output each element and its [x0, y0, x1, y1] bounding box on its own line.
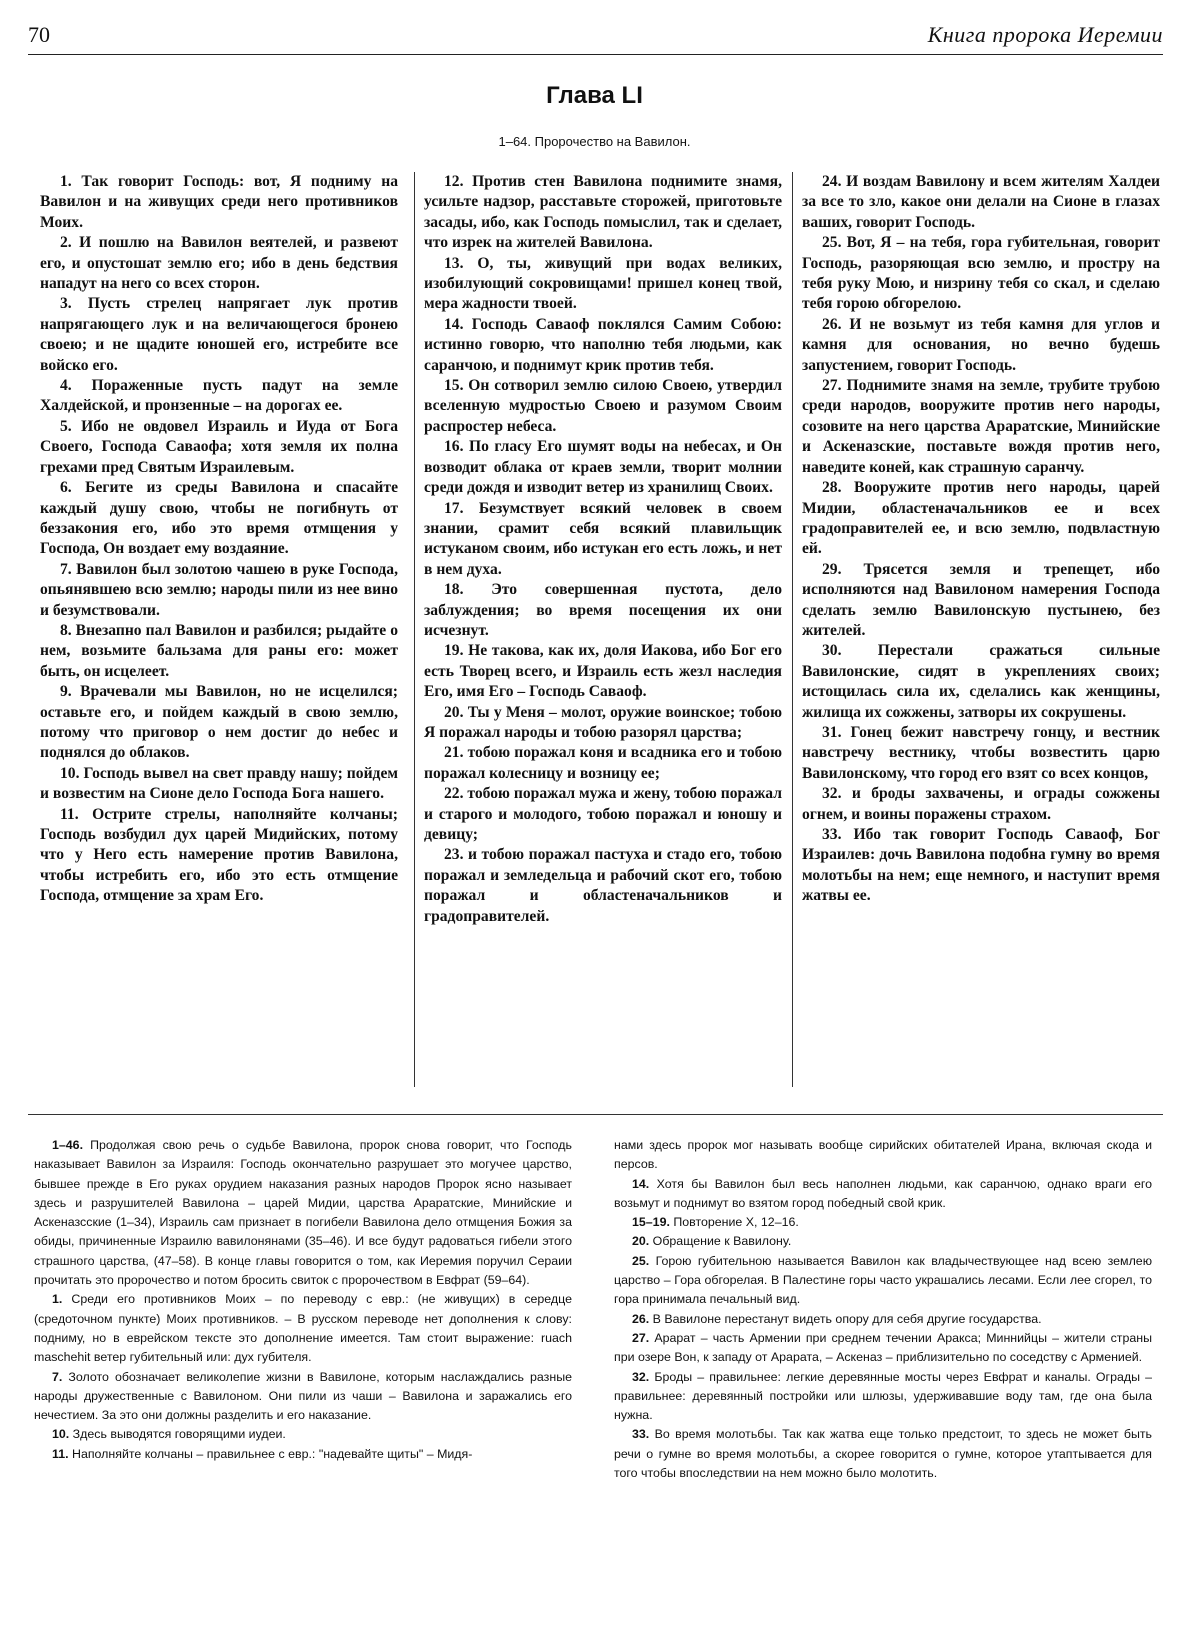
verse: 1. Так говорит Господь: вот, Я подниму на Вавилон и на живущих среди него противников Моих. — [40, 173, 398, 231]
note-text: Во время молотьбы. Так как жатва еще только предстоит, то здесь не может быть речи о гумне во время молотьбы, а скорее говорится о гумне, которое утаптывается для того чтобы впоследствии на нем можно было молотить. — [614, 1427, 1152, 1481]
note-reference: 32. — [632, 1369, 650, 1384]
note-text: Арарат – часть Армении при среднем течении Аракса; Миннийцы – жители страны при озере Вон, к западу от Арарата, – Аскеназ – приблизительно по соседству с Арменией. — [614, 1330, 1152, 1365]
note-reference: 20. — [632, 1234, 650, 1249]
note-reference: 1–46. — [52, 1138, 84, 1152]
verse: 31. Гонец бежит навстречу гонцу, и вестник навстречу вестнику, чтобы возвестить царю Вавилонскому, что город его взят со всех концов, — [802, 723, 1160, 782]
note-reference: 11. — [52, 1446, 69, 1461]
note-text: Повторение X, 12–16. — [669, 1215, 799, 1230]
verse: 24. И воздам Вавилону и всем жителям Халдеи за все то зло, какое они делали на Сионе в глазах ваших, говорит Господь. — [802, 173, 1160, 231]
verse: 23. и тобою поражал пастуха и стадо его, тобою поражал и земледельца и рабочий скот его, тобою поражал и областеначальников и градоправителей. — [424, 846, 782, 925]
verse: 19. Не такова, как их, доля Иакова, ибо Бог его есть Творец всего, и Израиль есть жезл наследия Его, имя Его – Господь Саваоф. — [424, 642, 782, 701]
note-reference: 27. — [632, 1330, 650, 1345]
note-reference: 33. — [632, 1427, 650, 1442]
verse: 9. Врачевали мы Вавилон, но не исцелился; оставьте его, и пойдем каждый в свою землю, потому что приговор о нем достиг до небес и поднялся до облаков. — [40, 683, 398, 762]
running-title: Книга пророка Иеремии — [927, 22, 1163, 47]
verse: 2. И пошлю на Вавилон веятелей, и развеют его, и опустошат землю его; ибо в день бедствия нападут на него со всех сторон. — [40, 234, 398, 293]
commentary-note — [614, 1329, 1152, 1368]
note-text: Обращение к Вавилону. — [649, 1234, 792, 1249]
commentary-note — [614, 1213, 1152, 1232]
column-divider — [414, 172, 415, 1087]
commentary-note — [614, 1425, 1152, 1483]
note-reference: 15–19. — [632, 1215, 670, 1230]
commentary-column-left — [34, 1136, 572, 1464]
verse: 25. Вот, Я – на тебя, гора губительная, говорит Господь, разоряющая всю землю, и простру на тебя руку Мою, и низрину тебя со скал, и сделаю тебя горою обгорелою. — [802, 234, 1160, 313]
verse: 10. Господь вывел на свет правду нашу; пойдем и возвестим на Сионе дело Господа Бога нашего. — [40, 764, 398, 803]
commentary-note — [34, 1368, 572, 1426]
scripture-columns — [32, 172, 1160, 1112]
verse: 30. Перестали сражаться сильные Вавилонские, сидят в укреплениях своих; истощилась сила их, сделались как женщины, жилища их сожжены, затворы их сокрушены. — [802, 642, 1160, 721]
verse: 7. Вавилон был золотою чашею в руке Господа, опьянявшею всю землю; народы пили из нее вино и безумствовали. — [40, 560, 398, 619]
verse: 26. И не возьмут из тебя камня для углов и камня для основания, но вечно будешь запустением, говорит Господь. — [802, 315, 1160, 374]
verse: 11. Острите стрелы, наполняйте колчаны; Господь возбудил дух царей Мидийских, потому что у Него есть намерение против Вавилона, чтобы истребить его, ибо это есть отмщение Господа, отмщение за храм Его. — [40, 805, 398, 905]
verse: 33. Ибо так говорит Господь Саваоф, Бог Израилев: дочь Вавилона подобна гумну во время молотьбы на нем; еще немного, и наступит время жатвы ее. — [802, 826, 1160, 905]
text-column-3 — [802, 172, 1160, 907]
commentary-note — [34, 1290, 572, 1367]
commentary-note — [34, 1425, 572, 1444]
commentary-note — [614, 1252, 1152, 1310]
verse: 8. Внезапно пал Вавилон и разбился; рыдайте о нем, возьмите бальзама для раны его: может быть, он исцелеет. — [40, 621, 398, 680]
commentary-column-right — [614, 1136, 1152, 1483]
verse: 22. тобою поражал мужа и жену, тобою поражал и старого и молодого, тобою поражал и юношу и девицу; — [424, 785, 782, 843]
verse: 28. Вооружите против него народы, царей Мидии, областеначальников ее и всех градоправителей ее, и всю землю, подвластную ей. — [802, 479, 1160, 558]
verse: 14. Господь Саваоф поклялся Самим Собою: истинно говорю, что наполню тебя людьми, как саранчою, и поднимут крик против тебя. — [424, 315, 782, 374]
text-column-1 — [40, 172, 398, 907]
page-number: 70 — [28, 22, 50, 47]
note-text: Горою губительною называется Вавилон как владычествующее над всею землею царство – Гора обгорелая. В Палестине горы часто украшались лесами. Если лее сгорел, то гора принимала печальный вид. — [614, 1253, 1152, 1307]
note-text: Здесь выводятся говорящими иудеи. — [69, 1427, 286, 1442]
note-reference: 26. — [632, 1311, 650, 1326]
chapter-title: Глава LI — [546, 82, 643, 109]
verse: 4. Пораженные пусть падут на земле Халдейской, и пронзенные – на дорогах ее. — [40, 377, 398, 415]
text-column-2 — [424, 172, 782, 927]
commentary-note — [614, 1136, 1152, 1175]
note-text: В Вавилоне перестанут видеть опору для себя другие государства. — [649, 1311, 1042, 1326]
chapter-summary: 1–64. Пророчество на Вавилон. — [498, 134, 691, 149]
verse: 5. Ибо не овдовел Израиль и Иуда от Бога Своего, Господа Саваофа; хотя земля их полна грехами пред Святым Израилевым. — [40, 417, 398, 476]
note-text: Золото обозначает великолепие жизни в Вавилоне, которым наслаждались разные народы дружественные с Вавилоном. Они пили из чаши – Вавилона и заражались его нечестием. За это они должны разделить и его наказание. — [34, 1369, 572, 1423]
column-divider — [792, 172, 793, 1087]
verse: 20. Ты у Меня – молот, оружие воинское; тобою Я поражал народы и тобою разорял царства; — [424, 703, 782, 741]
verse: 3. Пусть стрелец напрягает лук против напрягающего лук и на величающегося бронею своею; и не щадите юношей его, истребите все войско его. — [40, 295, 398, 374]
note-reference: 7. — [52, 1369, 63, 1384]
verse: 27. Поднимите знамя на земле, трубите трубою среди народов, вооружите против него народы, созовите на него царства Араратские, Минийские и Аскеназские, поставьте вождя против него, наведите коней, как страшную саранчу. — [802, 377, 1160, 476]
commentary-note — [34, 1136, 572, 1290]
verse: 18. Это совершенная пустота, дело заблуждения; во время посещения их они исчезнут. — [424, 581, 782, 639]
note-text: Наполняйте колчаны – правильнее с евр.: "надевайте щиты" – Мидя- — [68, 1446, 473, 1461]
commentary-note — [34, 1445, 572, 1464]
note-reference: 1. — [52, 1292, 63, 1307]
note-text: Броды – правильнее: легкие деревянные мосты через Евфрат и каналы. Ограды – правильнее: деревянный постройки или шлюзы, удерживавшие воду там, где она была нужна. — [614, 1369, 1152, 1423]
verse: 32. и броды захвачены, и ограды сожжены огнем, и воины поражены страхом. — [802, 785, 1160, 823]
commentary-note — [614, 1368, 1152, 1426]
verse: 13. О, ты, живущий при водах великих, изобилующий сокровищами! пришел конец твой, мера жадности твоей. — [424, 254, 782, 313]
note-text: Среди его противников Моих – по переводу с евр.: (не живущих) в середце (средоточном пункте) Моих противников. – В русском переводе нет дополнения к слову: подниму, но в еврейском тексте это дополнение имеется. Там стоит выражение: ruach maschehit ветер губительный или: дух губителя. — [34, 1292, 572, 1365]
verse: 16. По гласу Его шумят воды на небесах, и Он возводит облака от краев земли, творит молнии среди дождя и изводит ветер из хранилищ Своих. — [424, 438, 782, 497]
note-reference: 10. — [52, 1427, 70, 1442]
note-reference: 25. — [632, 1253, 650, 1268]
note-text: Хотя бы Вавилон был весь наполнен людьми, как саранчою, однако враги его возьмут и поднимут во взятом город победный свой крик. — [614, 1176, 1152, 1210]
note-text: Продолжая свою речь о судьбе Вавилона, пророк снова говорит, что Господь наказывает Вавилон за Израиля: Господь окончательно разрушает это могучее царство, бывшее прежде в Его руках орудием наказания разных народов Пророк ясно называет здесь и разрушителей Вавилона – царей Мидии, царства Араратские, Минийские и Аскеназсские (1–34), Израиль сам признает в погибели Вавилона дело отмщения Божия за обиды, причиненные Израилю вавилонянами (35–46). И все будут радоваться гибели этого страшного царства, (47–58). В конце главы говорится о том, как Иеремия поручил Сераии прочитать это пророчество и потом бросить свиток с пророчеством в Евфрат (59–64). — [34, 1138, 572, 1288]
verse: 17. Безумствует всякий человек в своем знании, срамит себя всякий плавильщик истуканом своим, ибо истукан его есть ложь, и нет в нем духа. — [424, 499, 782, 578]
commentary-note — [614, 1310, 1152, 1329]
note-text: нами здесь пророк мог называть вообще сирийских обитателей Ирана, включая скода и персов. — [614, 1138, 1152, 1172]
note-reference: 14. — [632, 1176, 650, 1191]
commentary-section — [34, 1136, 1160, 1616]
verse: 29. Трясется земля и трепещет, ибо исполняются над Вавилоном намерения Господа сделать землю Вавилонскую пустынею, без жителей. — [802, 560, 1160, 639]
verse: 6. Бегите из среды Вавилона и спасайте каждый душу свою, чтобы не погибнуть от беззакония его, ибо это время отмщения у Господа, Он воздает ему воздаяние. — [40, 479, 398, 558]
commentary-note — [614, 1232, 1152, 1251]
commentary-separator — [28, 1114, 1163, 1115]
verse: 12. Против стен Вавилона поднимите знамя, усильте надзор, расставьте сторожей, приготовьте засады, ибо, как Господь помыслил, так и сделает, что изрек на жителей Вавилона. — [424, 173, 782, 252]
verse: 21. тобою поражал коня и всадника его и тобою поражал колесницу и возницу ее; — [424, 744, 782, 782]
commentary-note — [614, 1175, 1152, 1214]
page-header — [28, 20, 1163, 55]
verse: 15. Он сотворил землю силою Своею, утвердил вселенную мудростью Своею и разумом Своим распростер небеса. — [424, 377, 782, 435]
